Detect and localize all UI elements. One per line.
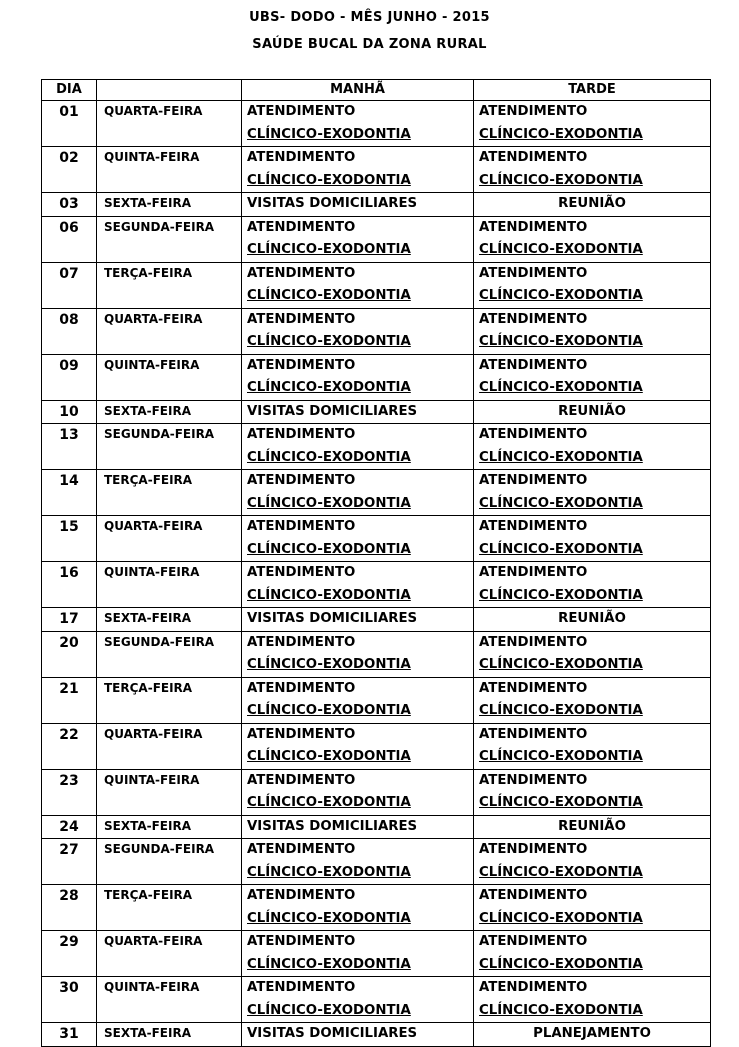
day-number-cell: 29 (42, 931, 97, 977)
afternoon-activity-line1: ATENDIMENTO (479, 565, 588, 580)
weekday-cell: SEGUNDA-FEIRA (97, 839, 242, 885)
table-row (42, 631, 711, 677)
afternoon-activity-line1: ATENDIMENTO (479, 311, 588, 327)
afternoon-activity-cell: REUNIÃO (474, 193, 711, 217)
table-row (42, 193, 711, 217)
afternoon-activity-cell (474, 885, 711, 931)
schedule-table (41, 79, 711, 1047)
weekday-cell: QUINTA-FEIRA (97, 147, 242, 193)
morning-activity-cell (242, 516, 474, 562)
afternoon-activity-line1: ATENDIMENTO (479, 104, 588, 119)
day-number-cell: 30 (42, 977, 97, 1023)
morning-activity-line1: ATENDIMENTO (247, 980, 356, 995)
afternoon-activity-line2: CLÍNCICO-EXODONTIA (479, 495, 643, 511)
afternoon-activity-line1: ATENDIMENTO (479, 473, 588, 488)
weekday-cell: TERÇA-FEIRA (97, 470, 242, 516)
document-title: UBS- DODO - MÊS JUNHO - 2015 (249, 10, 490, 25)
header-dia: DIA (42, 80, 97, 101)
morning-activity-line1: ATENDIMENTO (247, 357, 356, 373)
morning-activity-cell: VISITAS DOMICILIARES (242, 608, 474, 632)
afternoon-activity-cell (474, 101, 711, 147)
afternoon-activity-cell (474, 677, 711, 723)
header-weekday (97, 80, 242, 101)
day-number-cell: 03 (42, 193, 97, 217)
morning-activity-line2: CLÍNCICO-EXODONTIA (247, 657, 411, 672)
weekday-cell: SEXTA-FEIRA (97, 815, 242, 839)
afternoon-activity-line2: CLÍNCICO-EXODONTIA (479, 449, 643, 465)
weekday-cell: QUINTA-FEIRA (97, 562, 242, 608)
afternoon-activity-cell (474, 723, 711, 769)
table-row (42, 101, 711, 147)
morning-activity-cell (242, 723, 474, 769)
weekday-cell: QUARTA-FEIRA (97, 723, 242, 769)
table-row (42, 677, 711, 723)
table-body (42, 101, 711, 1047)
afternoon-activity-line2: CLÍNCICO-EXODONTIA (479, 795, 643, 810)
afternoon-activity-line1: ATENDIMENTO (479, 888, 588, 903)
afternoon-activity-line1: ATENDIMENTO (479, 150, 588, 165)
day-number-cell: 20 (42, 631, 97, 677)
weekday-cell: TERÇA-FEIRA (97, 262, 242, 308)
table-row (42, 470, 711, 516)
morning-activity-line1: ATENDIMENTO (247, 519, 356, 534)
morning-activity-line2: CLÍNCICO-EXODONTIA (247, 288, 411, 303)
table-row (42, 723, 711, 769)
afternoon-activity-line2: CLÍNCICO-EXODONTIA (479, 587, 643, 603)
morning-activity-cell (242, 769, 474, 815)
afternoon-activity-cell (474, 516, 711, 562)
weekday-cell: SEXTA-FEIRA (97, 608, 242, 632)
table-row (42, 608, 711, 632)
morning-activity-line1: ATENDIMENTO (247, 680, 356, 696)
day-number-cell: 16 (42, 562, 97, 608)
table-row (42, 516, 711, 562)
afternoon-activity-line1: ATENDIMENTO (479, 772, 588, 788)
afternoon-activity-cell: REUNIÃO (474, 400, 711, 424)
afternoon-activity-cell: REUNIÃO (474, 815, 711, 839)
morning-activity-line2: CLÍNCICO-EXODONTIA (247, 172, 411, 188)
weekday-cell: SEGUNDA-FEIRA (97, 216, 242, 262)
table-row (42, 769, 711, 815)
afternoon-activity-cell: PLANEJAMENTO (474, 1023, 711, 1047)
weekday-cell: QUINTA-FEIRA (97, 354, 242, 400)
weekday-cell: QUINTA-FEIRA (97, 977, 242, 1023)
table-row (42, 147, 711, 193)
afternoon-activity-line2: CLÍNCICO-EXODONTIA (479, 242, 643, 257)
morning-activity-cell (242, 839, 474, 885)
morning-activity-cell (242, 931, 474, 977)
morning-activity-line1: ATENDIMENTO (247, 104, 356, 119)
morning-activity-line1: ATENDIMENTO (247, 634, 356, 650)
morning-activity-line2: CLÍNCICO-EXODONTIA (247, 449, 411, 465)
afternoon-activity-cell (474, 424, 711, 470)
afternoon-activity-line1: ATENDIMENTO (479, 726, 588, 742)
afternoon-activity-cell (474, 470, 711, 516)
day-number-cell: 02 (42, 147, 97, 193)
day-number-cell: 07 (42, 262, 97, 308)
morning-activity-cell (242, 424, 474, 470)
table-row (42, 931, 711, 977)
table-row (42, 1023, 711, 1047)
table-row (42, 424, 711, 470)
weekday-cell: QUARTA-FEIRA (97, 931, 242, 977)
day-number-cell: 10 (42, 400, 97, 424)
weekday-cell: SEGUNDA-FEIRA (97, 631, 242, 677)
afternoon-activity-line1: ATENDIMENTO (479, 842, 588, 857)
morning-activity-cell (242, 562, 474, 608)
day-number-cell: 13 (42, 424, 97, 470)
day-number-cell: 24 (42, 815, 97, 839)
afternoon-activity-line2: CLÍNCICO-EXODONTIA (479, 380, 643, 395)
afternoon-activity-line2: CLÍNCICO-EXODONTIA (479, 172, 643, 188)
table-row (42, 562, 711, 608)
table-row (42, 400, 711, 424)
table-row (42, 308, 711, 354)
table-row (42, 216, 711, 262)
morning-activity-line2: CLÍNCICO-EXODONTIA (247, 956, 411, 972)
afternoon-activity-cell: REUNIÃO (474, 608, 711, 632)
day-number-cell: 15 (42, 516, 97, 562)
morning-activity-line1: ATENDIMENTO (247, 219, 356, 235)
morning-activity-cell (242, 677, 474, 723)
morning-activity-line1: ATENDIMENTO (247, 888, 356, 903)
morning-activity-cell (242, 885, 474, 931)
day-number-cell: 09 (42, 354, 97, 400)
morning-activity-cell: VISITAS DOMICILIARES (242, 193, 474, 217)
afternoon-activity-line2: CLÍNCICO-EXODONTIA (479, 288, 643, 303)
afternoon-activity-line2: CLÍNCICO-EXODONTIA (479, 749, 643, 764)
weekday-cell: SEGUNDA-FEIRA (97, 424, 242, 470)
afternoon-activity-line1: ATENDIMENTO (479, 634, 588, 650)
document-subtitle: SAÚDE BUCAL DA ZONA RURAL (252, 37, 487, 52)
afternoon-activity-line2: CLÍNCICO-EXODONTIA (479, 657, 643, 672)
afternoon-activity-line1: ATENDIMENTO (479, 519, 588, 534)
morning-activity-line2: CLÍNCICO-EXODONTIA (247, 126, 411, 142)
day-number-cell: 31 (42, 1023, 97, 1047)
weekday-cell: QUARTA-FEIRA (97, 308, 242, 354)
morning-activity-cell (242, 147, 474, 193)
afternoon-activity-cell (474, 977, 711, 1023)
day-number-cell: 01 (42, 101, 97, 147)
morning-activity-line2: CLÍNCICO-EXODONTIA (247, 242, 411, 257)
weekday-cell: QUARTA-FEIRA (97, 101, 242, 147)
morning-activity-line1: ATENDIMENTO (247, 772, 356, 788)
afternoon-activity-cell (474, 631, 711, 677)
header-manha: MANHÃ (242, 80, 474, 101)
weekday-cell: SEXTA-FEIRA (97, 400, 242, 424)
afternoon-activity-cell (474, 262, 711, 308)
morning-activity-line1: ATENDIMENTO (247, 473, 356, 488)
afternoon-activity-cell (474, 562, 711, 608)
table-row (42, 885, 711, 931)
afternoon-activity-cell (474, 931, 711, 977)
morning-activity-line2: CLÍNCICO-EXODONTIA (247, 910, 411, 926)
day-number-cell: 28 (42, 885, 97, 931)
afternoon-activity-line2: CLÍNCICO-EXODONTIA (479, 864, 643, 880)
afternoon-activity-cell (474, 354, 711, 400)
afternoon-activity-line1: ATENDIMENTO (479, 427, 588, 442)
morning-activity-line1: ATENDIMENTO (247, 150, 356, 165)
morning-activity-line1: ATENDIMENTO (247, 726, 356, 742)
weekday-cell: SEXTA-FEIRA (97, 1023, 242, 1047)
morning-activity-line2: CLÍNCICO-EXODONTIA (247, 587, 411, 603)
afternoon-activity-line1: ATENDIMENTO (479, 265, 588, 281)
day-number-cell: 08 (42, 308, 97, 354)
morning-activity-cell (242, 216, 474, 262)
header-tarde: TARDE (474, 80, 711, 101)
morning-activity-line1: ATENDIMENTO (247, 427, 356, 442)
morning-activity-cell: VISITAS DOMICILIARES (242, 815, 474, 839)
morning-activity-line2: CLÍNCICO-EXODONTIA (247, 749, 411, 764)
morning-activity-line2: CLÍNCICO-EXODONTIA (247, 495, 411, 511)
table-row (42, 354, 711, 400)
weekday-cell: SEXTA-FEIRA (97, 193, 242, 217)
afternoon-activity-line2: CLÍNCICO-EXODONTIA (479, 1002, 643, 1018)
table-row (42, 977, 711, 1023)
morning-activity-line2: CLÍNCICO-EXODONTIA (247, 541, 411, 557)
morning-activity-cell (242, 977, 474, 1023)
morning-activity-line1: ATENDIMENTO (247, 565, 356, 580)
afternoon-activity-line1: ATENDIMENTO (479, 934, 588, 949)
afternoon-activity-line2: CLÍNCICO-EXODONTIA (479, 334, 643, 349)
day-number-cell: 21 (42, 677, 97, 723)
day-number-cell: 14 (42, 470, 97, 516)
morning-activity-line1: ATENDIMENTO (247, 842, 356, 857)
afternoon-activity-line1: ATENDIMENTO (479, 357, 588, 373)
table-header-row (42, 80, 711, 101)
morning-activity-cell (242, 308, 474, 354)
afternoon-activity-cell (474, 216, 711, 262)
day-number-cell: 27 (42, 839, 97, 885)
morning-activity-line1: ATENDIMENTO (247, 311, 356, 327)
table-row (42, 839, 711, 885)
afternoon-activity-line2: CLÍNCICO-EXODONTIA (479, 956, 643, 972)
day-number-cell: 22 (42, 723, 97, 769)
afternoon-activity-line2: CLÍNCICO-EXODONTIA (479, 703, 643, 718)
morning-activity-cell: VISITAS DOMICILIARES (242, 1023, 474, 1047)
afternoon-activity-line1: ATENDIMENTO (479, 219, 588, 235)
day-number-cell: 06 (42, 216, 97, 262)
morning-activity-line2: CLÍNCICO-EXODONTIA (247, 703, 411, 718)
day-number-cell: 23 (42, 769, 97, 815)
table-row (42, 262, 711, 308)
morning-activity-cell (242, 262, 474, 308)
day-number-cell: 17 (42, 608, 97, 632)
afternoon-activity-line2: CLÍNCICO-EXODONTIA (479, 910, 643, 926)
morning-activity-line2: CLÍNCICO-EXODONTIA (247, 380, 411, 395)
morning-activity-line1: ATENDIMENTO (247, 934, 356, 949)
morning-activity-cell (242, 354, 474, 400)
weekday-cell: TERÇA-FEIRA (97, 677, 242, 723)
afternoon-activity-cell (474, 839, 711, 885)
morning-activity-line2: CLÍNCICO-EXODONTIA (247, 1002, 411, 1018)
afternoon-activity-cell (474, 147, 711, 193)
morning-activity-line2: CLÍNCICO-EXODONTIA (247, 864, 411, 880)
morning-activity-cell (242, 470, 474, 516)
morning-activity-line2: CLÍNCICO-EXODONTIA (247, 795, 411, 810)
morning-activity-line1: ATENDIMENTO (247, 265, 356, 281)
table-row (42, 815, 711, 839)
afternoon-activity-cell (474, 769, 711, 815)
morning-activity-cell (242, 631, 474, 677)
afternoon-activity-cell (474, 308, 711, 354)
afternoon-activity-line1: ATENDIMENTO (479, 680, 588, 696)
weekday-cell: QUARTA-FEIRA (97, 516, 242, 562)
morning-activity-cell: VISITAS DOMICILIARES (242, 400, 474, 424)
weekday-cell: TERÇA-FEIRA (97, 885, 242, 931)
afternoon-activity-line2: CLÍNCICO-EXODONTIA (479, 126, 643, 142)
morning-activity-line2: CLÍNCICO-EXODONTIA (247, 334, 411, 349)
afternoon-activity-line2: CLÍNCICO-EXODONTIA (479, 541, 643, 557)
afternoon-activity-line1: ATENDIMENTO (479, 980, 588, 995)
weekday-cell: QUINTA-FEIRA (97, 769, 242, 815)
morning-activity-cell (242, 101, 474, 147)
